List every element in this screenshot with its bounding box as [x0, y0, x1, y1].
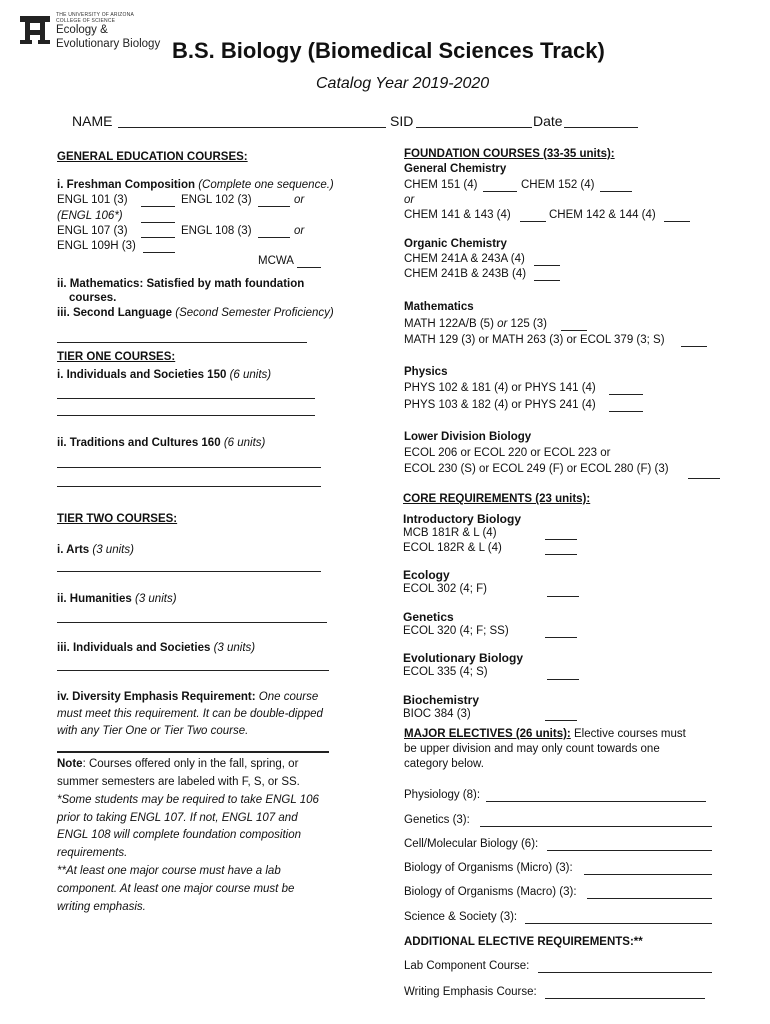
- note-2: summer semesters are labeled with F, S, or SS.: [57, 776, 300, 788]
- engl102-blank[interactable]: [258, 206, 290, 207]
- mcwa-blank[interactable]: [297, 267, 321, 268]
- tier-two-heading: TIER TWO COURSES:: [57, 513, 178, 525]
- cell-mol-blank[interactable]: [547, 850, 712, 851]
- ecology-heading: Ecology: [403, 568, 450, 582]
- lower-bio-heading: Lower Division Biology: [404, 431, 532, 443]
- ecol302-blank[interactable]: [547, 596, 579, 597]
- additional-heading: ADDITIONAL ELECTIVE REQUIREMENTS:**: [404, 936, 643, 948]
- catalog-year: Catalog Year 2019-2020: [316, 75, 490, 92]
- name-field[interactable]: [118, 127, 386, 128]
- major-electives-2: be upper division and may only count towards one: [404, 743, 660, 755]
- ind-soc-150-blank-2[interactable]: [57, 415, 315, 416]
- note-5: ENGL 108 will complete foundation composition: [57, 829, 301, 841]
- ecol335-blank[interactable]: [547, 679, 579, 680]
- trad-cult-blank-1[interactable]: [57, 467, 321, 468]
- major-electives-1: MAJOR ELECTIVES (26 units): Elective courses must: [404, 728, 686, 740]
- math122-blank[interactable]: [561, 330, 587, 331]
- engl106-blank[interactable]: [141, 222, 175, 223]
- ecol320: ECOL 320 (4; F; SS): [403, 625, 509, 637]
- or-1: or: [294, 194, 305, 206]
- phys102-blank[interactable]: [609, 394, 643, 395]
- sid-label: SID: [390, 113, 414, 129]
- bioc384-blank[interactable]: [545, 720, 577, 721]
- cell-mol-label: Cell/Molecular Biology (6):: [404, 838, 539, 850]
- bio-micro-label: Biology of Organisms (Micro) (3):: [404, 862, 573, 874]
- note-1: Note: Courses offered only in the fall, spring, or: [57, 758, 299, 770]
- diversity-2: must meet this requirement. It can be double-dipped: [57, 708, 323, 720]
- name-label: NAME: [72, 113, 113, 129]
- math-req-2: courses.: [69, 292, 117, 304]
- chem152: CHEM 152 (4): [521, 179, 595, 191]
- biochem-heading: Biochemistry: [403, 693, 480, 707]
- engl101-blank[interactable]: [141, 206, 175, 207]
- ecol230: ECOL 230 (S) or ECOL 249 (F) or ECOL 280 (F) (3): [404, 463, 669, 475]
- evo-heading: Evolutionary Biology: [403, 651, 524, 665]
- ecol320-blank[interactable]: [545, 637, 577, 638]
- writing-emphasis-blank[interactable]: [545, 998, 705, 999]
- lab-component-blank[interactable]: [538, 972, 712, 973]
- engl101: ENGL 101 (3): [57, 194, 128, 206]
- note-6: requirements.: [57, 847, 128, 859]
- math122: MATH 122A/B (5) or 125 (3): [404, 318, 547, 330]
- bio-micro-blank[interactable]: [584, 874, 712, 875]
- note-7: **At least one major course must have a lab: [57, 865, 281, 877]
- chem241a-blank[interactable]: [534, 265, 560, 266]
- foundation-heading: FOUNDATION COURSES (33-35 units):: [404, 148, 615, 160]
- diversity-blank[interactable]: [57, 751, 329, 753]
- or-2: or: [294, 225, 305, 237]
- mcb181-blank[interactable]: [545, 539, 577, 540]
- phys102: PHYS 102 & 181 (4) or PHYS 141 (4): [404, 382, 596, 394]
- math-req-1: ii. Mathematics: Satisfied by math foundation: [57, 278, 305, 290]
- arts: i. Arts (3 units): [57, 544, 134, 556]
- date-field[interactable]: [564, 127, 638, 128]
- genetics-label: Genetics (3):: [404, 814, 470, 826]
- language-blank[interactable]: [57, 342, 307, 343]
- or-chem: or: [404, 194, 415, 206]
- genetics-heading: Genetics: [403, 610, 454, 624]
- logo-dept-line-1: Ecology &: [56, 24, 108, 36]
- ecol182: ECOL 182R & L (4): [403, 542, 502, 554]
- engl109h: ENGL 109H (3): [57, 240, 136, 252]
- chem141-blank[interactable]: [520, 221, 546, 222]
- engl108-blank[interactable]: [258, 237, 290, 238]
- date-label: Date: [533, 113, 563, 129]
- ecol206: ECOL 206 or ECOL 220 or ECOL 223 or: [404, 447, 611, 459]
- phys103: PHYS 103 & 182 (4) or PHYS 241 (4): [404, 399, 596, 411]
- physiology-blank[interactable]: [486, 801, 706, 802]
- chem142: CHEM 142 & 144 (4): [549, 209, 656, 221]
- ecol182-blank[interactable]: [545, 554, 577, 555]
- lab-component-label: Lab Component Course:: [404, 960, 530, 972]
- note-4: prior to taking ENGL 107. If not, ENGL 107 and: [57, 812, 298, 824]
- ind-soc-blank[interactable]: [57, 670, 329, 671]
- engl106: (ENGL 106*): [57, 210, 123, 222]
- math-heading: Mathematics: [404, 301, 474, 313]
- ind-soc: iii. Individuals and Societies (3 units): [57, 642, 256, 654]
- gen-ed-heading: GENERAL EDUCATION COURSES:: [57, 151, 248, 163]
- humanities: ii. Humanities (3 units): [57, 593, 177, 605]
- org-chem-heading: Organic Chemistry: [404, 238, 507, 250]
- tier-one-heading: TIER ONE COURSES:: [57, 351, 176, 363]
- chem152-blank[interactable]: [600, 191, 632, 192]
- phys103-blank[interactable]: [609, 411, 643, 412]
- logo-university-text: THE UNIVERSITY OF ARIZONA COLLEGE OF SCIENCE: [56, 12, 134, 24]
- chem141: CHEM 141 & 143 (4): [404, 209, 511, 221]
- university-a-logo-icon: [18, 14, 52, 46]
- ind-soc-150: i. Individuals and Societies 150 (6 units): [57, 369, 272, 381]
- arts-blank[interactable]: [57, 571, 321, 572]
- bio-macro-label: Biology of Organisms (Macro) (3):: [404, 886, 577, 898]
- intro-bio-heading: Introductory Biology: [403, 512, 521, 526]
- sci-soc-blank[interactable]: [525, 923, 712, 924]
- math129-blank[interactable]: [681, 346, 707, 347]
- humanities-blank[interactable]: [57, 622, 327, 623]
- engl107: ENGL 107 (3): [57, 225, 128, 237]
- chem142-blank[interactable]: [664, 221, 690, 222]
- sid-field[interactable]: [416, 127, 532, 128]
- note-9: writing emphasis.: [57, 901, 146, 913]
- bio-macro-blank[interactable]: [587, 898, 712, 899]
- chem151: CHEM 151 (4): [404, 179, 478, 191]
- engl109h-blank[interactable]: [143, 252, 175, 253]
- mcb181: MCB 181R & L (4): [403, 527, 497, 539]
- engl108: ENGL 108 (3): [181, 225, 252, 237]
- chem241a: CHEM 241A & 243A (4): [404, 253, 525, 265]
- ecol335: ECOL 335 (4; S): [403, 666, 488, 678]
- sci-soc-label: Science & Society (3):: [404, 911, 518, 923]
- second-language: iii. Second Language (Second Semester Proficiency): [57, 307, 334, 319]
- ind-soc-150-blank-1[interactable]: [57, 398, 315, 399]
- diversity-3: with any Tier One or Tier Two course.: [57, 725, 249, 737]
- gen-chem-heading: General Chemistry: [404, 163, 507, 175]
- core-heading: CORE REQUIREMENTS (23 units):: [403, 493, 591, 505]
- chem241b-blank[interactable]: [534, 280, 560, 281]
- mcwa: MCWA: [258, 255, 294, 267]
- chem151-blank[interactable]: [483, 191, 517, 192]
- freshman-comp: i. Freshman Composition (Complete one sequence.): [57, 179, 334, 191]
- chem241b: CHEM 241B & 243B (4): [404, 268, 527, 280]
- logo-dept-line-2: Evolutionary Biology: [56, 38, 161, 50]
- major-electives-3: category below.: [404, 758, 484, 770]
- diversity-1: iv. Diversity Emphasis Requirement: One course: [57, 691, 319, 703]
- note-8: component. At least one major course must be: [57, 883, 295, 895]
- ecol302: ECOL 302 (4; F): [403, 583, 487, 595]
- engl102: ENGL 102 (3): [181, 194, 252, 206]
- trad-cult-blank-2[interactable]: [57, 486, 321, 487]
- page-title: B.S. Biology (Biomedical Sciences Track): [172, 38, 605, 63]
- writing-emphasis-label: Writing Emphasis Course:: [404, 986, 537, 998]
- genetics-blank[interactable]: [480, 826, 712, 827]
- bioc384: BIOC 384 (3): [403, 708, 471, 720]
- physics-heading: Physics: [404, 366, 448, 378]
- physiology-label: Physiology (8):: [404, 789, 481, 801]
- engl107-blank[interactable]: [141, 237, 175, 238]
- ecol230-blank[interactable]: [688, 478, 720, 479]
- trad-cult-160: ii. Traditions and Cultures 160 (6 units): [57, 437, 266, 449]
- note-3: *Some students may be required to take ENGL 106: [57, 794, 319, 806]
- math129: MATH 129 (3) or MATH 263 (3) or ECOL 379 (3; S): [404, 334, 665, 346]
